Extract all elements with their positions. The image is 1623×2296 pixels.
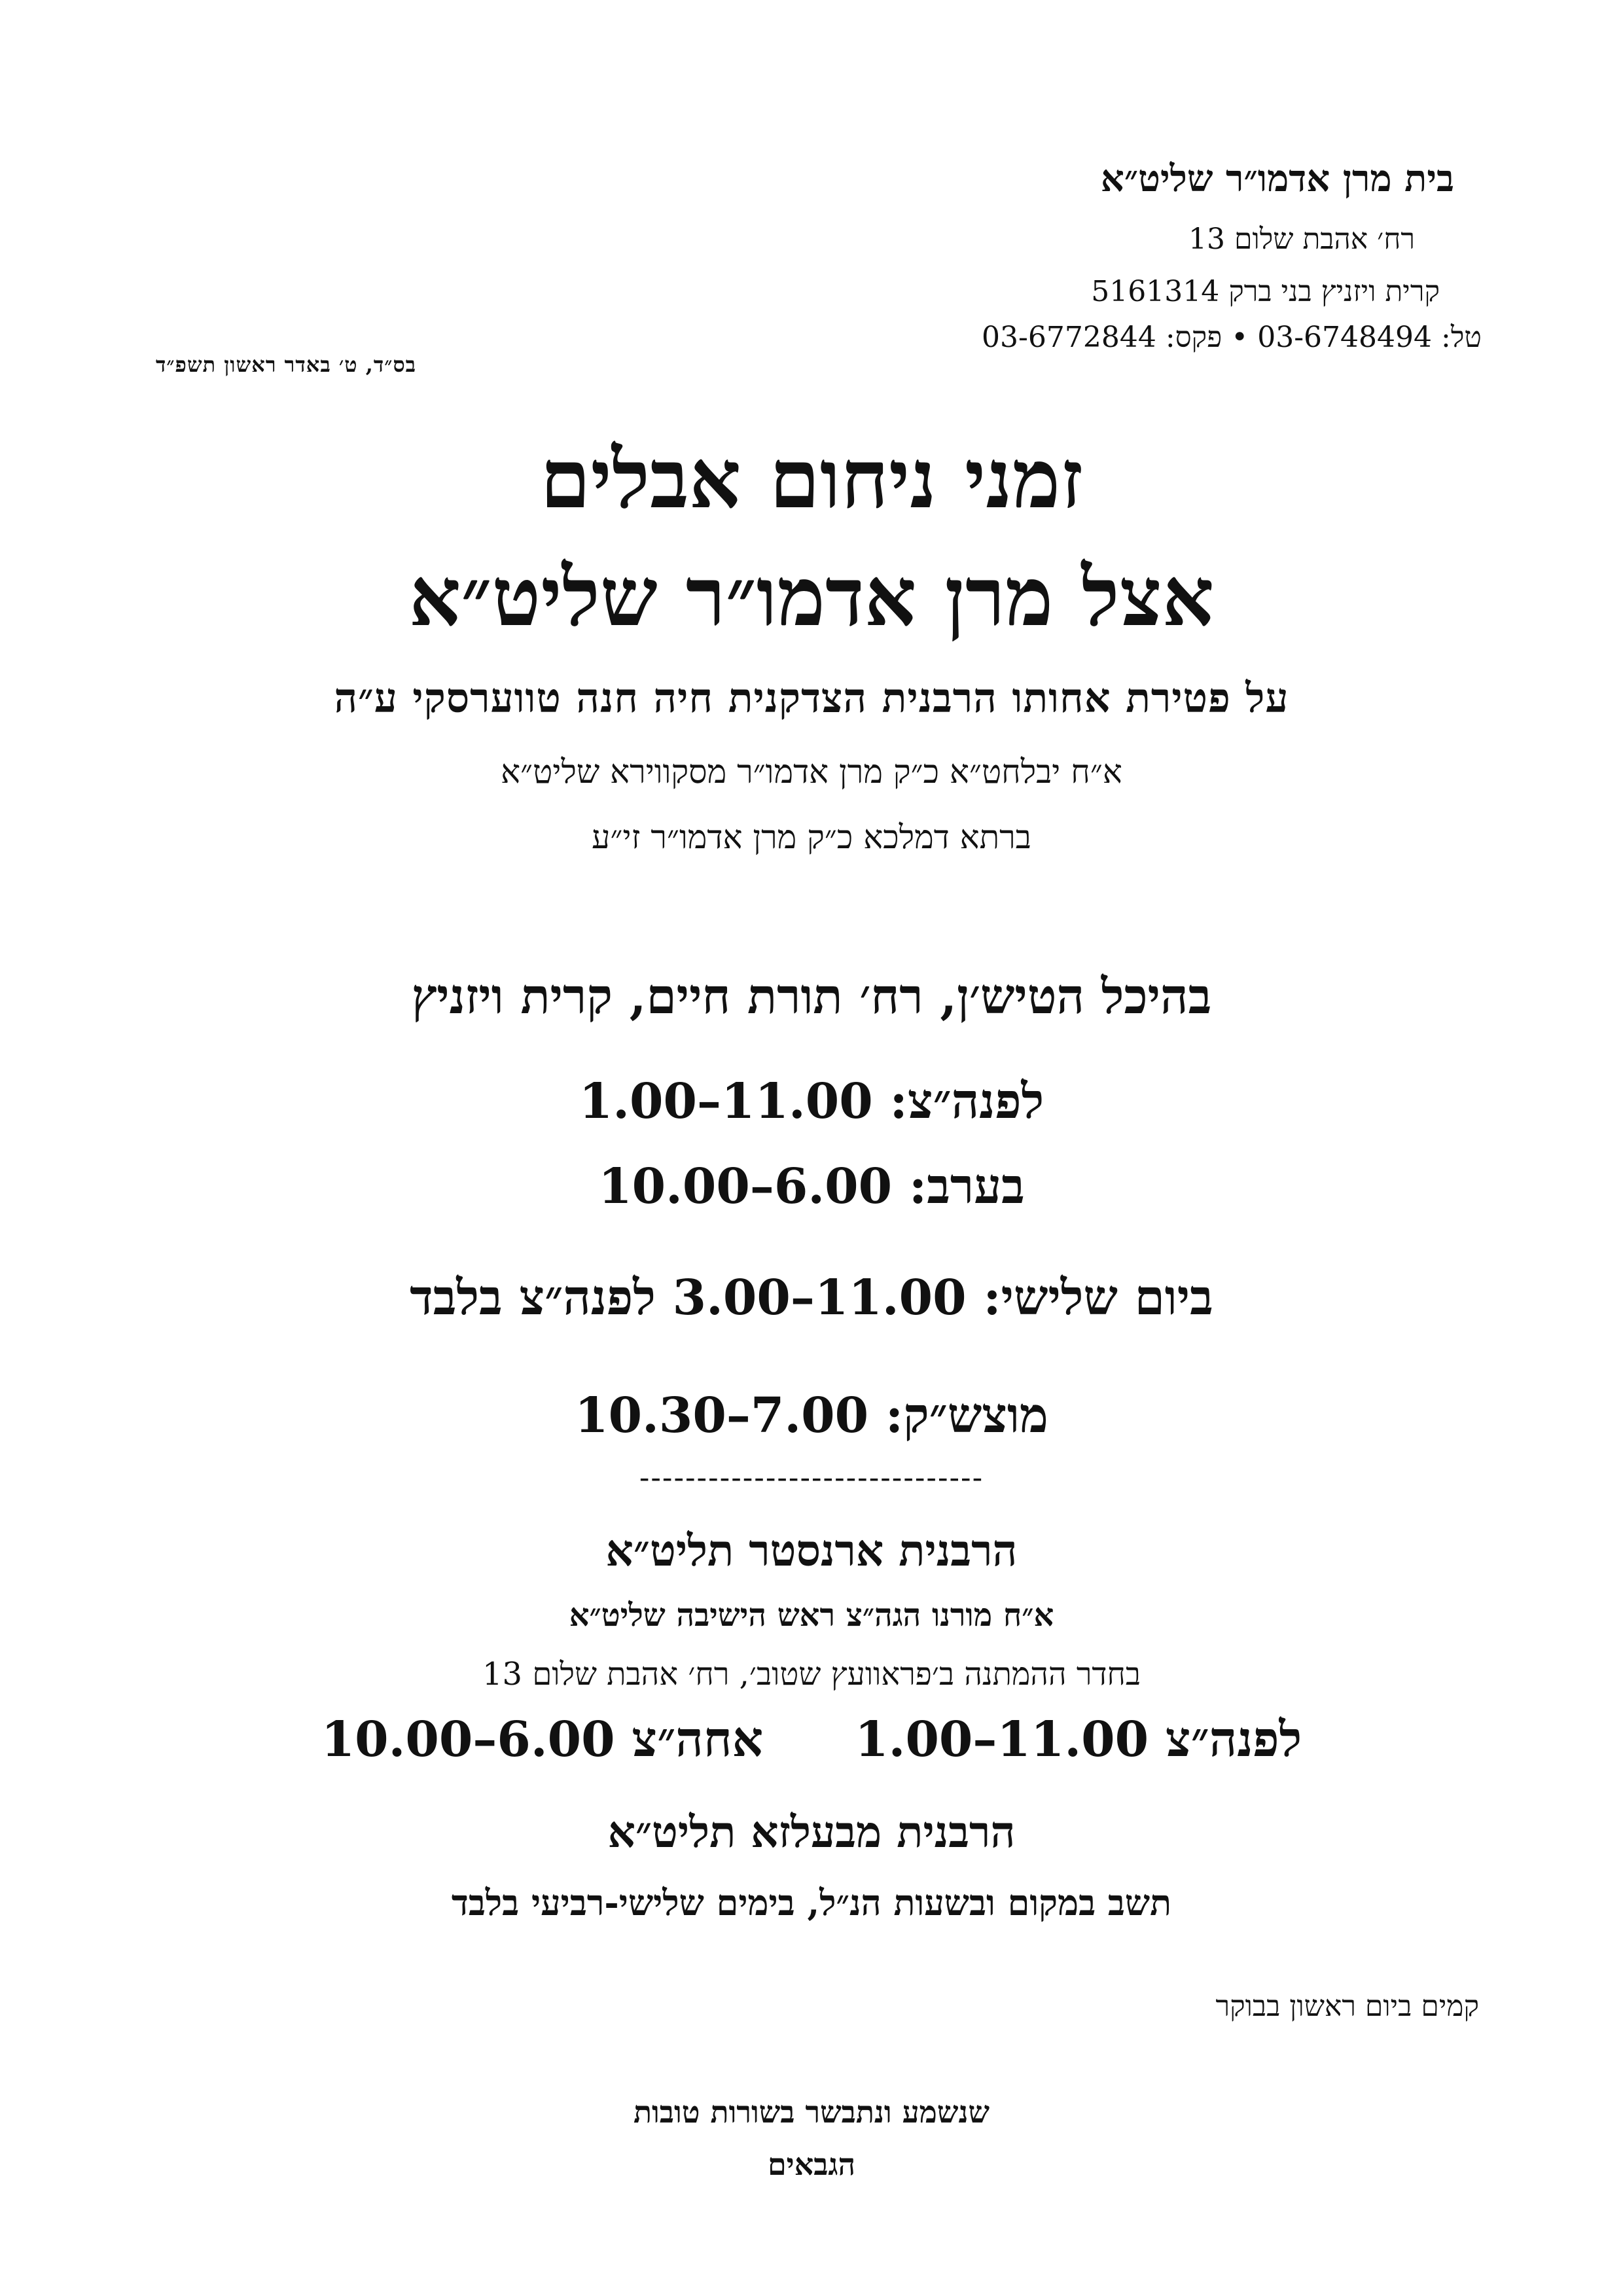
schedule-tuesday: ביום שלישי: 11.00–3.00 לפנה״צ בלבד bbox=[410, 1270, 1213, 1326]
rebbetzin-ernster-name: הרבנית ארנסטר תליט״א bbox=[605, 1525, 1018, 1576]
rising-note: קמים ביום ראשון בבוקר bbox=[1215, 1990, 1479, 2023]
rebbetzin-ernster-morning: לפנה״צ 11.00–1.00 bbox=[855, 1712, 1302, 1768]
page-title: זמני ניחום אבלים bbox=[540, 432, 1083, 527]
footer-signature: הגבאים bbox=[767, 2147, 856, 2182]
schedule-evening: בערב: 6.00–10.00 bbox=[598, 1158, 1025, 1215]
subtitle-line3: ברתא דמלכא כ״ק מרן אדמו״ר זי״ע bbox=[592, 818, 1031, 856]
rebbetzin-ernster-afternoon: אחה״צ 6.00–10.00 bbox=[321, 1712, 764, 1768]
letterhead-street: רח׳ אהבת שלום 13 bbox=[1188, 223, 1415, 256]
rebbetzin-ernster-relation: א״ח מורנו הגה״צ ראש הישיבה שליט״א bbox=[569, 1597, 1054, 1634]
subtitle-line2: א״ח יבלחט״א כ״ק מרן אדמו״ר מסקווירא שליט״א bbox=[501, 753, 1122, 791]
letterhead-name: בית מרן אדמו״ר שליט״א bbox=[1100, 157, 1454, 200]
divider: ------------------------------ bbox=[639, 1460, 984, 1495]
rebbetzin-ernster-location: בחדר ההמתנה ב׳פראוועץ שטוב׳, רח׳ אהבת שלום 13 bbox=[482, 1656, 1141, 1693]
rebbetzin-belz-note: תשב במקום ובשעות הנ״ל, בימים שלישי-רביעי בלבד bbox=[451, 1882, 1172, 1924]
rebbetzin-belz-name: הרבנית מבעלזא תליט״א bbox=[607, 1806, 1016, 1857]
letterhead-phone: טל: 03-6748494 • פקס: 03-6772844 bbox=[982, 321, 1482, 354]
page-title-line2: אצל מרן אדמו״ר שליט״א bbox=[408, 550, 1215, 645]
subtitle-line1: על פטירת אחותו הרבנית הצדקנית חיה חנה טווערסקי ע״ה bbox=[334, 674, 1289, 722]
footer-blessing: שנשמע ונתבשר בשורות טובות bbox=[633, 2094, 990, 2130]
date-line: בס״ד, ט׳ באדר ראשון תשפ״ד bbox=[156, 352, 417, 377]
schedule-motzash: מוצש״ק: 7.00–10.30 bbox=[575, 1388, 1048, 1444]
schedule-morning: לפנה״צ: 11.00–1.00 bbox=[579, 1073, 1044, 1130]
schedule-location: בהיכל הטיש׳ן, רח׳ תורת חיים, קרית ויזניץ bbox=[411, 969, 1212, 1025]
rebbetzin-ernster-times bbox=[0, 1712, 1623, 1768]
letterhead-city: קרית ויזניץ בני ברק 5161314 bbox=[1091, 275, 1440, 308]
